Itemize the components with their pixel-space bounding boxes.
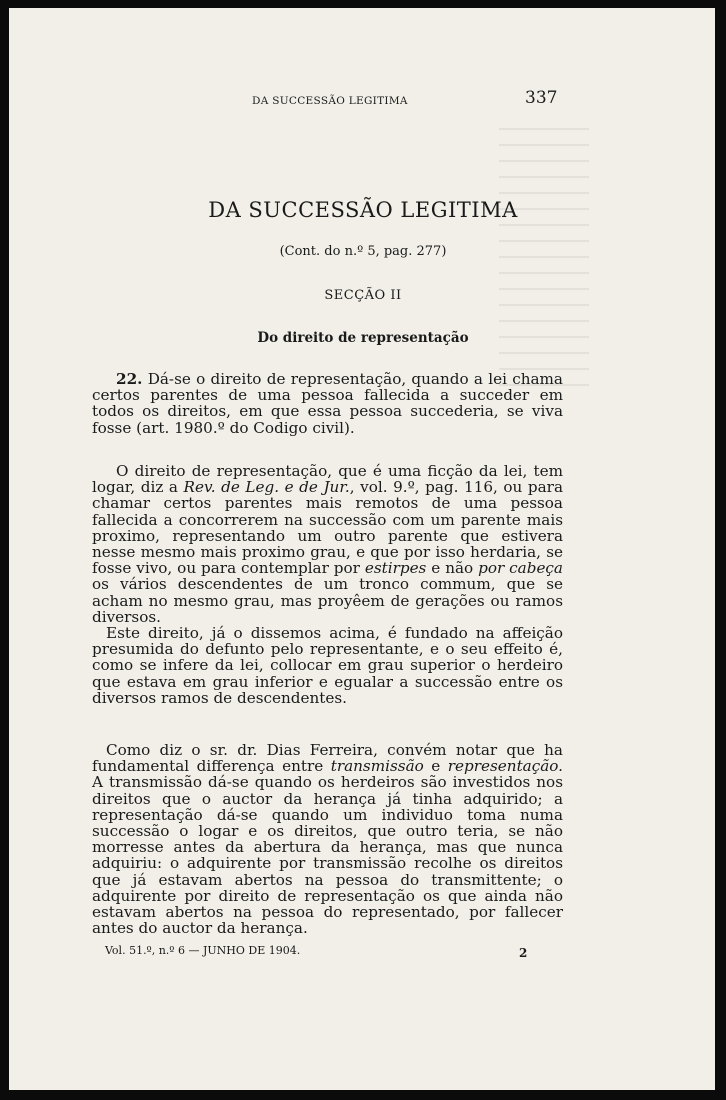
text-run: e não [426, 559, 479, 578]
emphasis: por cabeça [478, 559, 563, 578]
text-run: Este direito, já o dissemos acima, é fundado na affeição presumida do defunto pelo representante, e o seu effeito é, como se infere da lei, collocar em grau superior o herdeiro que estava em grau inferior e egualar a successão entre os diversos ramos de descendentes. [92, 624, 563, 707]
emphasis: estirpes [364, 559, 427, 578]
text-run: A transmissão dá-se quando os herdeiros são investidos nos direitos que o auctor da herança já tinha adquirido; a representação dá-se quando um individuo toma numa successão o logar e os direitos, que outro teria, se não morresse antes da abertura da herança, mas que nunca adquiriu: o adquirente por transmissão recolhe os direitos que já estavam abertos na pessoa do transmittente; o adquirente por direito de representação os que ainda não estavam abertos na pessoa do representado, por fallecer antes do auctor da herança. [92, 773, 563, 938]
text-run: O direito de representação, que é uma ficção da lei, tem logar, diz a [92, 462, 563, 497]
paragraph-text: Dá-se o direito de representação, quando a lei chama certos parentes de uma pessoa fallecida a succeder em todos os direitos, em que essa pessoa succederia, se viva fosse (art. 1980.º do Codigo civil). [92, 370, 563, 437]
paragraph-dias-ferreira [92, 742, 563, 936]
text-run: , vol. 9.º, pag. 116, ou para chamar certos parentes mais remotos de uma pessoa fallecida a concorrerem na successão com um parente mais proximo, representando um outro parente que estivera nesse mesmo mais proximo grau, e que por isso herdaria, se fosse vivo, ou para contemplar por [92, 478, 563, 578]
journal-citation: Rev. de Leg. e de Jur. [183, 478, 350, 497]
volume-footer: Vol. 51.º, n.º 6 — JUNHO DE 1904. [105, 944, 301, 957]
signature-mark: 2 [519, 946, 528, 960]
paragraph-number: 22. [116, 370, 143, 388]
text-run: e [423, 757, 448, 776]
text-run: os vários descendentes de um tronco commum, que se acham no mesmo grau, mas proyêem de gerações ou ramos diversos. [92, 575, 563, 626]
continuation-note: (Cont. do n.º 5, pag. 277) [279, 244, 447, 259]
section-subtitle: Do direito de representação [257, 330, 469, 346]
section-heading: SECÇÃO II [324, 288, 402, 303]
text-run: Como diz o sr. dr. Dias Ferreira, convém notar que ha fundamental differença entre [92, 741, 563, 776]
article-title: DA SUCCESSÃO LEGITIMA [208, 198, 518, 222]
paragraph-rev-leg [92, 463, 563, 706]
emphasis: transmissão [330, 757, 424, 776]
running-head: DA SUCCESSÃO LEGITIMA [252, 95, 408, 107]
page-number: 337 [525, 88, 558, 108]
paragraph-22 [92, 371, 563, 436]
emphasis: representação. [447, 757, 563, 776]
